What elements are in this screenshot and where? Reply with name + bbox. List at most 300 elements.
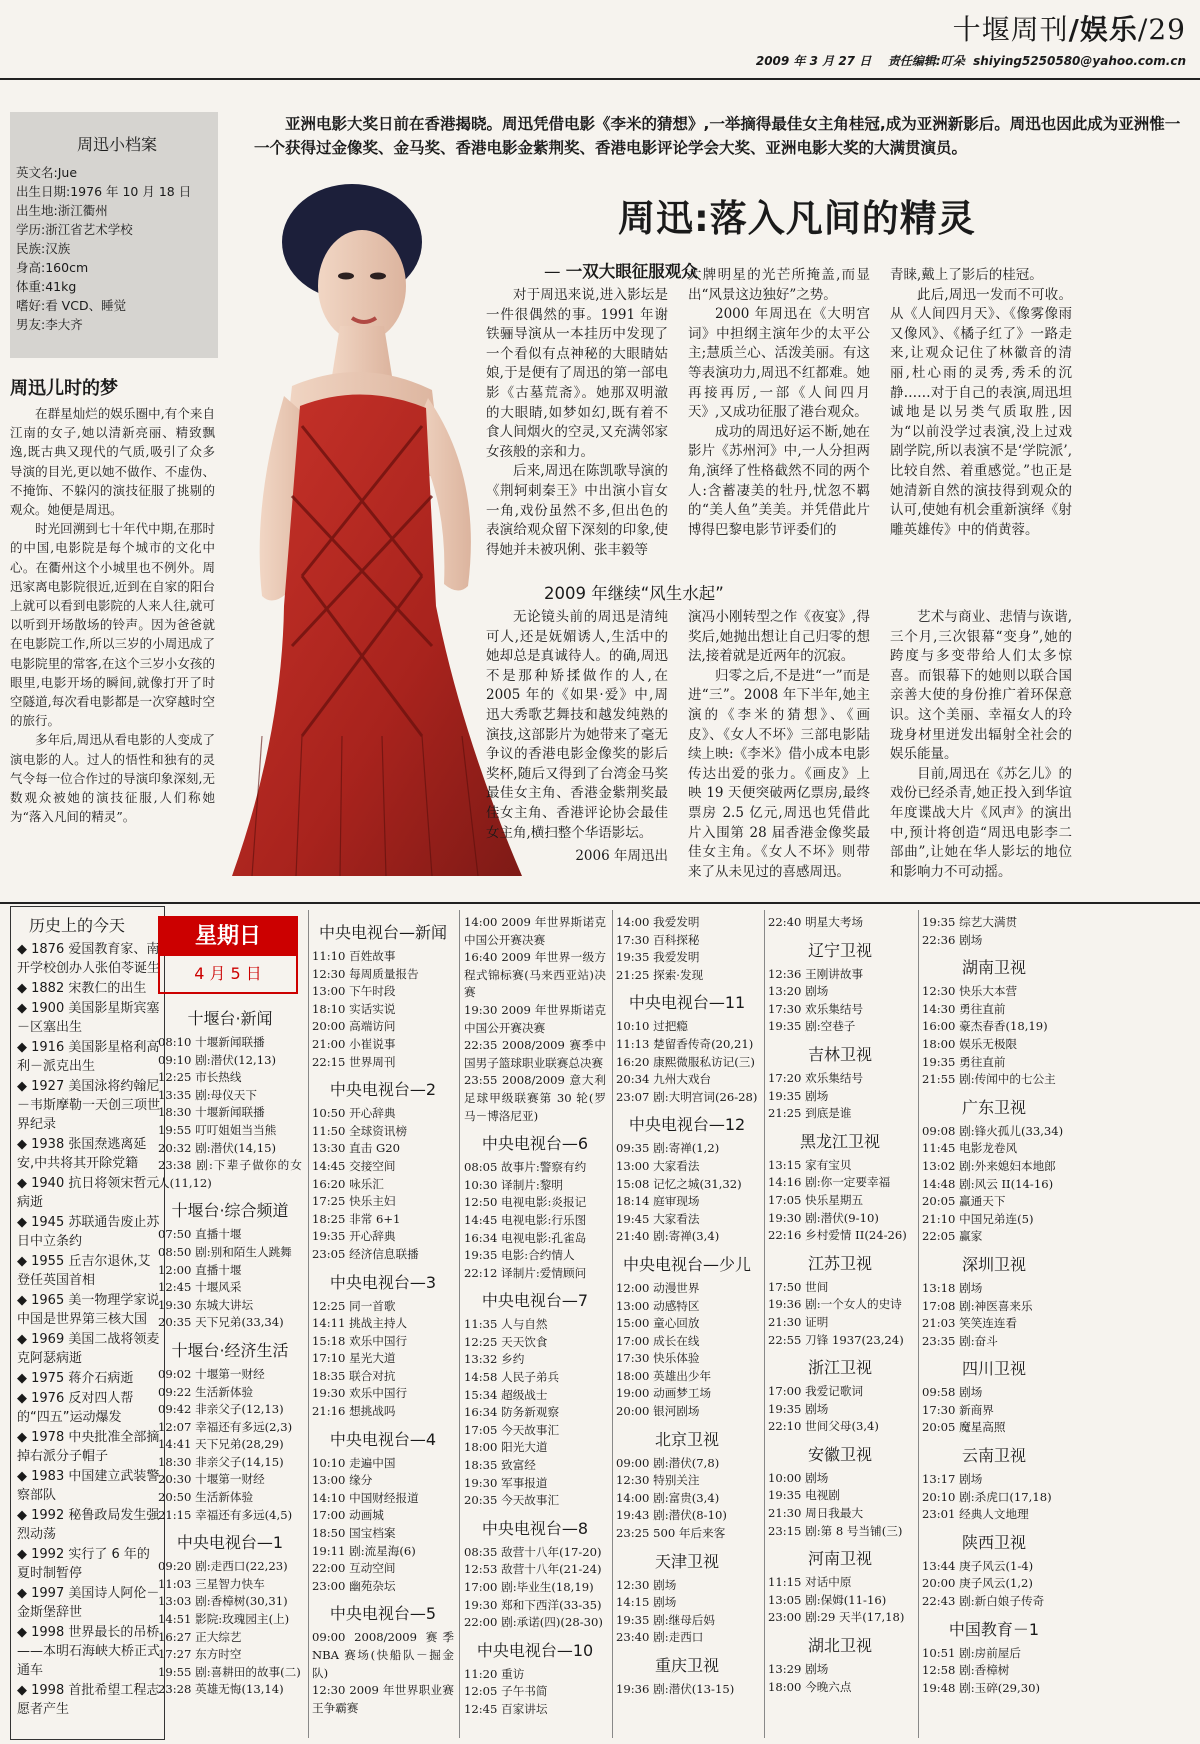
program-item: 17:05 今天故事汇 [464,1422,560,1437]
article-paragraph: 演冯小刚转型之作《夜宴》,得奖后,她抛出想让自己归零的想法,接着就是近两年的沉寂。 [688,609,870,665]
program-item: 19:35 我爱发明 [616,950,700,965]
program-item: 16:20 咏乐汇 [312,1176,384,1191]
program-item: 20:50 生活新体验 [158,1490,254,1505]
program-item: 21:16 想挑战吗 [312,1404,396,1419]
profile-row: 出生地:浙江衢州 [16,203,108,218]
program-item: 08:05 故事片:警察有约 [464,1160,587,1175]
dream-title: 周迅儿时的梦 [10,378,118,399]
program-item: 18:00 今晚六点 [768,1679,852,1694]
history-item [17,1252,160,1290]
program-item: 22:16 乡村爱情 II(24-26) [768,1228,907,1243]
program-item: 13:18 剧场 [922,1280,983,1295]
program-item: 23:07 剧:大明宫词(26-28) [616,1089,758,1104]
bullet-icon: ◆ [17,942,32,957]
program-item: 14:00 剧:富贵(3,4) [616,1490,720,1505]
program-item: 17:08 剧:神医喜来乐 [922,1298,1033,1313]
program-item: 13:32 乡约 [464,1352,525,1367]
program-item: 17:00 我爱记歌词 [768,1384,864,1399]
tv-divider [308,910,309,1738]
section1-column-1 [486,286,668,560]
program-item: 12:45 十堰风采 [158,1280,242,1295]
program-item: 18:30 非亲父子(14,15) [158,1454,284,1469]
program-item: 20:00 庚子风云(1,2) [922,1576,1033,1591]
program-item: 19:00 动画梦工场 [616,1386,712,1401]
channel-name: 中央电视台—11 [628,993,746,1013]
program-item: 08:35 敌营十八年(17-20) [464,1544,602,1559]
history-text: 1955 丘吉尔退休,艾登任英国首相 [17,1254,151,1288]
program-item: 19:36 剧:潜伏(13-15) [616,1682,735,1696]
program-item: 17:10 星光大道 [312,1351,396,1366]
bullet-icon: ◆ [17,1176,32,1191]
program-item: 19:11 剧:流星海(6) [312,1543,416,1558]
program-item: 10:10 过把瘾 [616,1019,688,1034]
program-item: 09:22 生活新体验 [158,1384,254,1399]
channel-name: 中央电视台—少儿 [622,1254,751,1274]
program-item: 12:07 幸福还有多远(2,3) [158,1419,293,1434]
program-item: 14:41 天下兄弟(28,29) [158,1437,284,1452]
history-item [17,1291,160,1329]
channel-name: 中央电视台—2 [329,1080,437,1100]
bullet-icon: ◆ [17,1001,32,1016]
history-item [17,1389,160,1427]
program-item: 12:00 动漫世界 [616,1280,700,1295]
tv-divider [918,910,919,1738]
program-item: 12:25 市长热线 [158,1070,242,1085]
program-item: 12:00 直播十堰 [158,1262,242,1277]
program-item: 22:00 互动空间 [312,1561,396,1576]
history-item [17,1623,160,1680]
program-item: 14:10 中国财经报道 [312,1490,419,1505]
program-item: 20:30 十堰第一财经 [158,1472,265,1487]
program-item: 20:32 剧:潜伏(14,15) [158,1140,277,1155]
program-item: 11:10 百姓故事 [312,949,396,963]
program-item: 14:15 剧场 [616,1595,677,1610]
history-item [17,1174,160,1212]
program-item: 22:40 明星大考场 [768,915,864,929]
history-text: 1976 反对四人帮的“四五”运动爆发 [17,1391,134,1425]
program-item: 13:17 剧场 [922,1472,983,1487]
program-item: 13:02 剧:外来媳妇本地郎 [922,1158,1056,1173]
program-item: 17:30 百科探秘 [616,932,700,947]
program-item: 14:16 剧:你一定要幸福 [768,1175,891,1190]
program-item: 20:34 九州大戏台 [616,1072,712,1087]
program-item: 18:50 国宝档案 [312,1526,396,1541]
program-item: 21:25 探索·发现 [616,967,704,982]
program-item: 19:35 剧场 [768,1088,829,1103]
program-item: 13:00 大家看法 [616,1158,700,1173]
program-item: 18:35 致富经 [464,1458,536,1473]
program-item: 18:00 阳光大道 [464,1440,548,1455]
program-item: 15:18 欢乐中国行 [312,1333,408,1348]
program-item: 19:30 剧:潜伏(9-10) [768,1210,879,1225]
dream-paragraph: 多年后,周迅从看电影的人变成了演电影的人。过人的悟性和独有的灵气令每一位合作过的导演印象深刻,无数观众被她的演技征服,人们称她为“落入凡间的精灵”。 [10,732,215,825]
program-item: 19:35 剧:继母后妈 [616,1612,715,1627]
program-item: 19:35 剧:空巷子 [768,1019,856,1034]
program-item: 23:15 剧:第 8 号当铺(三) [768,1523,903,1538]
channel-name: 湖北卫视 [807,1636,872,1656]
article-paragraph: 艺术与商业、悲情与诙谐,三个月,三次银幕“变身”,她的跨度与多变带给人们太多惊喜。而银幕下的她则以联合国亲善大使的身份推广着环保意识。这个美丽、幸福女人的玲珑身材里迸发出辐射全社会的娱乐能量。 [890,609,1072,763]
bullet-icon: ◆ [17,1254,32,1269]
history-item [17,1135,160,1173]
bullet-icon: ◆ [17,1215,32,1230]
program-item: 13:44 庚子风云(1-4) [922,1558,1034,1573]
dream-paragraph: 时光回溯到七十年代中期,在那时的中国,电影院是每个城市的文化中心。在衢州这个小城里也不例外。周迅家离电影院很近,近到在自家的阳台上就可以看到电影院的人来人往,就可以听到开场散场的铃声。因为爸爸就在电影院工作,所以三岁的小周迅成了电影院里的常客,在这个三岁小女孩的眼里,电影开场的瞬间,就像打开了时空隧道,每次看电影都是一次穿越时空的旅行。 [10,521,215,729]
program-item: 23:28 英雄无悔(13,14) [158,1682,284,1697]
history-title: 历史上的今天 [29,916,126,935]
channel-name: 中央电视台—12 [628,1115,746,1135]
tv-divider [612,910,613,1738]
program-item: 12:30 剧场 [616,1577,677,1592]
bullet-icon: ◆ [17,1683,32,1698]
program-item: 19:35 电影:合约情人 [464,1248,575,1263]
program-item: 09:08 剧:锋火孤儿(33,34) [922,1123,1064,1138]
masthead-info: 2009 年 3 月 27 日 责任编辑:叮朵 shiying5250580@yahoo.com.cn [755,54,1186,68]
dream-article [10,404,215,826]
program-item: 19:30 郑和下西洋(33-35) [464,1597,602,1612]
channel-name: 北京卫视 [654,1429,719,1449]
history-item [17,1584,160,1622]
profile-row: 民族:汉族 [16,241,71,256]
program-item: 19:35 综艺大满贯 [922,915,1018,929]
profile-box [10,112,218,358]
program-item: 18:35 联合对抗 [312,1368,396,1383]
tv-column-1 [158,910,302,1699]
program-item: 10:00 剧场 [768,1470,829,1485]
program-item: 17:00 动画城 [312,1508,384,1523]
program-item: 23:01 经典人文地理 [922,1507,1029,1522]
article-paragraph: 成功的周迅好运不断,她在影片《苏州河》中,一人分担两角,演绎了性格截然不同的两个人:含蓄凄美的牡丹,忧忽不羁的“美人鱼”美美。并凭借此片博得巴黎电影节评委们的 [688,423,870,538]
tv-column-3 [464,914,606,1719]
section1-column-2 [688,266,870,540]
program-item: 13:30 直击 G20 [312,1141,400,1156]
history-text: 1969 美国二战将领麦克阿瑟病逝 [17,1332,160,1366]
channel-name: 浙江卫视 [807,1358,872,1378]
tv-column-4 [616,914,758,1699]
program-item: 17:25 快乐主妇 [312,1194,396,1209]
bullet-icon: ◆ [17,1391,32,1406]
program-item: 15:00 童心回放 [616,1316,700,1331]
tv-column-5 [768,914,912,1696]
program-item: 12:30 特别关注 [616,1473,700,1488]
program-item: 19:36 剧:一个女人的史诗 [768,1297,902,1312]
channel-name: 中央电视台—7 [481,1291,589,1311]
bullet-icon: ◆ [17,981,32,996]
channel-name: 辽宁卫视 [807,940,872,960]
program-item: 17:00 成长在线 [616,1333,700,1348]
program-item: 16:27 正大综艺 [158,1629,242,1644]
channel-name: 中央电视台—1 [176,1533,284,1553]
history-list [17,940,160,1719]
channel-name: 中央电视台—8 [481,1518,589,1538]
program-item: 19:35 剧场 [768,1401,829,1416]
profile-row: 学历:浙江省艺术学校 [16,222,133,237]
tv-column-2 [312,914,454,1717]
program-item: 08:50 剧:别和陌生人跳舞 [158,1244,292,1259]
program-item: 14:00 我爱发明 [616,915,700,929]
channel-name: 陕西卫视 [961,1532,1026,1552]
history-item [17,940,160,978]
program-item: 12:25 天天饮食 [464,1334,548,1349]
profile-row: 体重:41kg [16,279,77,294]
article-paragraph: 后来,周迅在陈凯歌导演的《荆轲刺秦王》中出演小盲女一角,戏份虽然不多,但出色的表演给观众留下深刻的印象,使得她并未被巩俐、张丰毅等 [486,463,668,558]
channel-name: 中央电视台—10 [476,1640,594,1660]
program-item: 17:00 剧:毕业生(18,19) [464,1580,594,1594]
channel-name: 中央电视台—新闻 [318,923,447,942]
program-item: 21:25 到底是谁 [768,1106,852,1121]
program-item: 21:03 笑笑连连看 [922,1316,1018,1331]
program-item: 12:25 同一首歌 [312,1298,396,1313]
program-item: 21:00 小崔说事 [312,1036,396,1051]
program-item: 14:11 挑战主持人 [312,1316,408,1331]
program-item: 21:30 证明 [768,1314,829,1329]
section2-column-2 [688,608,870,882]
bullet-icon: ◆ [17,1332,32,1347]
history-text: 1965 美一物理学家说中国是世界第三核大国 [17,1293,160,1327]
program-item: 19:45 大家看法 [616,1211,700,1226]
program-item: 09:35 剧:寄禅(1,2) [616,1141,720,1156]
history-text: 1978 中央批准全部摘掉右派分子帽子 [17,1430,160,1464]
channel-name: 天津卫视 [654,1551,719,1571]
top-rule [0,78,1200,80]
program-item: 19:30 东城大讲坛 [158,1297,254,1312]
program-item: 14:48 剧:风云 II(14-16) [922,1176,1054,1191]
program-item: 09:00 2008/2009 赛季 NBA 赛场(快船队－掘金队) [312,1630,454,1680]
channel-name: 吉林卫视 [807,1044,872,1064]
bullet-icon: ◆ [17,1547,32,1562]
program-item: 13:15 家有宝贝 [768,1157,852,1172]
history-text: 1945 苏联通告废止苏日中立条约 [17,1215,160,1249]
program-item: 13:00 下午时段 [312,984,396,999]
channel-name: 河南卫视 [807,1549,872,1569]
program-item: 13:00 缘分 [312,1473,373,1488]
channel-name: 湖南卫视 [961,958,1026,978]
program-item: 22:43 剧:新白娘子传奇 [922,1594,1045,1609]
bullet-icon: ◆ [17,1293,32,1308]
dream-paragraph: 在群星灿烂的娱乐圈中,有个来自江南的女子,她以清新亮丽、精致飘逸,既古典又现代的气质,吸引了众多导演的目光,更以她不做作、不虚伪、不掩饰、不躲闪的演技征服了挑剔的观众。她便是周迅。 [10,406,215,518]
history-text: 1992 秘鲁政局发生强烈动荡 [17,1508,160,1542]
history-item [17,1213,160,1251]
tv-divider [764,910,765,1738]
program-item: 11:13 楚留香传奇(20,21) [616,1036,754,1051]
program-item: 11:45 电影龙卷风 [922,1141,1018,1156]
program-item: 20:05 魔星高照 [922,1420,1006,1435]
program-item: 12:58 剧:香樟树 [922,1663,1010,1678]
channel-name: 十堰台·新闻 [187,1009,273,1028]
date-label: 4 月 5 日 [194,964,262,983]
history-item [17,1077,160,1134]
bullet-icon: ◆ [17,1508,32,1523]
program-item: 19:55 剧:喜耕田的故事(二) [158,1664,301,1679]
program-item: 17:05 快乐星期五 [768,1192,864,1207]
program-item: 18:00 娱乐无极限 [922,1036,1018,1051]
program-item: 07:50 直播十堰 [158,1227,242,1242]
profile-row: 男友:李大齐 [16,317,83,332]
program-item: 09:10 剧:潜伏(12,13) [158,1052,277,1067]
program-item: 14:58 人民子弟兵 [464,1370,560,1385]
article-paragraph: 目前,周迅在《苏乞儿》的戏份已经杀青,她正投入到华谊年度谍战大片《风声》的演出中,预计将创造“周迅电影李二部曲”,让她在华人影坛的地位和影响力不可动摇。 [890,765,1072,880]
program-item: 23:00 剧:29 天半(17,18) [768,1610,905,1625]
history-text: 1975 蒋介石病逝 [31,1371,134,1386]
program-item: 22:00 剧:承诺(四)(28-30) [464,1615,603,1630]
program-item: 20:00 高端访问 [312,1019,396,1034]
program-item: 12:30 每周质量报告 [312,966,419,981]
history-item [17,1681,160,1719]
program-item: 17:50 世间 [768,1279,829,1294]
program-item: 14:00 2009 年世界斯诺克中国公开赛决赛 [464,915,606,947]
channel-name: 十堰台·经济生活 [171,1340,289,1360]
channel-name: 重庆卫视 [654,1656,719,1675]
program-item: 21:10 中国兄弟连(5) [922,1211,1034,1226]
bullet-icon: ◆ [17,1469,32,1484]
day-label: 星期日 [160,918,296,956]
bullet-icon: ◆ [17,1137,32,1152]
channel-name: 中央电视台—5 [329,1604,437,1624]
program-item: 09:58 剧场 [922,1385,983,1400]
program-item: 22:12 译制片:爱情顾问 [464,1265,587,1280]
channel-name: 广东卫视 [961,1097,1026,1117]
program-item: 22:35 2008/2009 赛季中国男子篮球职业联赛总决赛 [464,1038,606,1070]
history-text: 1998 首批希望工程志愿者产生 [17,1683,160,1717]
program-item: 17:30 欢乐集结号 [768,1001,864,1016]
program-item: 12:45 百家讲坛 [464,1701,548,1716]
program-item: 16:34 电视电影:孔雀岛 [464,1230,587,1245]
headline: 周迅:落入凡间的精灵 [618,197,976,240]
program-item: 18:14 庭审现场 [616,1194,700,1209]
history-text: 1997 美国诗人阿伦－金斯堡辞世 [17,1586,160,1620]
history-item [17,1467,160,1505]
history-text: 1983 中国建立武装警察部队 [17,1469,160,1503]
channel-name: 中央电视台—3 [329,1272,437,1292]
channel-name: 黑龙江卫视 [799,1131,880,1151]
program-item: 18:25 非常 6+1 [312,1211,401,1226]
profile-row: 出生日期:1976 年 10 月 18 日 [16,184,192,199]
program-item: 22:10 世间父母(3,4) [768,1419,879,1434]
program-item: 20:35 今天故事汇 [464,1493,560,1508]
program-item: 19:35 开心辞典 [312,1229,396,1244]
program-item: 16:40 2009 年世界一级方程式锦标赛(马来西亚站)决赛 [464,950,606,1000]
bullet-icon: ◆ [17,1586,32,1601]
program-item: 10:51 剧:房前屋后 [922,1645,1021,1660]
program-item: 11:20 重访 [464,1666,525,1681]
article-paragraph: 无论镜头前的周迅是清纯可人,还是妩媚诱人,生活中的她却总是真诚待人。的确,周迅不是那种矫揉做作的人,在 2005 年的《如果·爱》中,周迅大秀歌艺舞技和越发纯熟的演技,这部影片为她带来了毫无争议的香港电影金像奖的影后奖杯,随后又得到了台湾金马奖最佳女主角、香港金紫荆奖最佳女主角、香港评论协会最佳女主角,横扫整个华语影坛。 [486,609,668,841]
program-item: 12:53 敌营十八年(21-24) [464,1562,602,1577]
article-paragraph: 青睐,戴上了影后的桂冠。 [890,267,1043,283]
program-item: 08:10 十堰新闻联播 [158,1035,265,1049]
program-item: 18:00 英雄出少年 [616,1368,712,1383]
article-paragraph: 2006 年周迅出 [575,848,668,865]
program-item: 23:38 剧:下辈子做你的女人(11,12) [158,1158,302,1190]
program-item: 12:30 快乐大本营 [922,984,1018,999]
program-item: 22:55 刀锋 1937(23,24) [768,1332,904,1347]
subhead-1: — 一双大眼征服观众 [544,262,698,281]
program-item: 19:30 欢乐中国行 [312,1386,408,1401]
article-paragraph: 此后,周迅一发而不可收。从《人间四月天》、《像雾像雨又像风》、《橘子红了》一路走来,让观众记住了林徽音的清丽,杜心雨的灵秀,秀禾的沉静……对于自己的表演,周迅坦诚地是以另类气质取胜,因为“以前没学过表演,没上过戏剧学院,所以表演不是‘学院派’,比较自然、着重感觉。”也正是她清新自然的演技得到观众的认可,使她有机会重新演绎《射雕英雄传》中的俏黄蓉。 [890,286,1072,538]
bullet-icon: ◆ [17,1371,32,1386]
history-item [17,999,160,1037]
program-item: 18:10 实话实说 [312,1001,396,1016]
history-box [10,906,165,1740]
program-item: 13:00 动感特区 [616,1298,700,1313]
program-item: 17:27 东方时空 [158,1647,242,1662]
bullet-icon: ◆ [17,1625,32,1640]
program-item: 13:20 剧场 [768,984,829,999]
history-text: 1992 实行了 6 年的夏时制暂停 [17,1547,150,1581]
program-item: 23:40 剧:走西口 [616,1630,704,1645]
bullet-icon: ◆ [17,1079,32,1094]
program-item: 17:30 快乐体验 [616,1351,700,1366]
program-item: 09:42 非亲父子(12,13) [158,1402,284,1417]
middle-rule [0,902,1200,904]
article-paragraph: 大牌明星的光芒所掩盖,而显出“风景这边独好”之势。 [688,267,870,303]
program-item: 15:08 记忆之城(31,32) [616,1176,742,1191]
program-item: 23:05 经济信息联播 [312,1246,419,1261]
program-item: 10:30 译制片:黎明 [464,1177,563,1192]
program-item: 21:15 幸福还有多远(4,5) [158,1507,293,1522]
program-item: 17:30 新商界 [922,1402,994,1417]
history-item [17,1038,160,1076]
program-item: 09:02 十堰第一财经 [158,1366,265,1381]
article-paragraph: 对于周迅来说,进入影坛是一件很偶然的事。1991 年谢铁骊导演从一本挂历中发现了一个看似有点神秘的大眼睛姑娘,于是便有了周迅的第一部电影《古墓荒斋》。她那双明澈的大眼睛,如梦如幻,既有着不食人间烟火的空灵,又充满邻家女孩般的亲和力。 [486,287,668,460]
program-item: 21:40 剧:寄禅(3,4) [616,1229,720,1244]
program-item: 13:35 剧:母仪天下 [158,1087,257,1102]
channel-name: 四川卫视 [961,1359,1026,1379]
program-item: 16:00 豪杰春香(18,19) [922,1019,1048,1034]
program-item: 14:30 勇往直前 [922,1001,1006,1016]
program-item: 19:43 剧:潜伏(8-10) [616,1508,727,1523]
program-item: 11:15 对话中原 [768,1575,852,1590]
program-item: 20:10 剧:杀虎口(17,18) [922,1489,1052,1504]
program-item: 09:20 剧:走西口(22,23) [158,1559,288,1574]
profile-row: 嗜好:看 VCD、睡觉 [16,298,127,313]
history-item [17,1428,160,1466]
program-item: 20:00 银河剧场 [616,1404,700,1419]
bullet-icon: ◆ [17,1040,32,1055]
program-item: 11:50 全球资讯榜 [312,1123,408,1138]
program-item: 23:00 幽苑杂坛 [312,1578,396,1593]
subhead-2: 2009 年继续“风生水起” [544,584,724,603]
history-text: 1998 世界最长的吊桥——本明石海峡大桥正式通车 [17,1625,161,1678]
program-item: 11:03 三星智力快车 [158,1576,265,1591]
masthead-brand: 十堰周刊/娱乐/29 [952,13,1186,46]
program-item: 14:45 电视电影:行乐图 [464,1212,587,1227]
program-item: 19:35 电视剧 [768,1488,840,1503]
program-item: 13:03 剧:香樟树(30,31) [158,1594,288,1609]
history-text: 1938 张国焘逃离延安,中共将其开除党籍 [17,1137,147,1171]
history-text: 1882 宋教仁的出生 [31,981,147,996]
article-paragraph: 2000 年周迅在《大明宫词》中担纲主演年少的太平公主;慧质兰心、活泼美丽。有这等表演功力,周迅不红都难。她再接再厉,一部《人间四月天》,又成功征服了港台观众。 [688,306,870,421]
program-item: 10:50 开心辞典 [312,1106,396,1121]
program-item: 11:35 人与自然 [464,1317,548,1332]
program-item: 19:35 勇往直前 [922,1054,1006,1069]
program-item: 16:34 防务新观察 [464,1405,560,1420]
bullet-icon: ◆ [17,1430,32,1445]
history-item [17,1506,160,1544]
program-item: 19:30 2009 年世界斯诺克中国公开赛决赛 [464,1002,606,1035]
history-text: 1940 抗日将领宋哲元病逝 [17,1176,160,1210]
article-paragraph: 归零之后,不是进“一”而是进“三”。2008 年下半年,她主演的《李米的猜想》、《画皮》、《女人不坏》三部电影陆续上映:《李米》借小成本电影传达出爱的张力。《画皮》上映 19 天便突破两亿票房,最终票房 2.5 亿元,周迅也凭借此片入围第 28 届香港金像奖最佳女主角。《女人不坏》则带来了从未见过的喜感周迅。 [688,667,870,880]
channel-name: 中央电视台—6 [481,1134,589,1154]
program-item: 18:30 十堰新闻联播 [158,1105,265,1120]
channel-name: 中国教育－1 [948,1619,1040,1639]
program-item: 12:30 2009 年世界职业赛王争霸赛 [312,1683,454,1715]
program-item: 22:15 世界周刊 [312,1054,396,1069]
program-item: 12:05 子午书简 [464,1684,548,1699]
tv-divider [459,910,460,1738]
channel-name: 中央电视台—4 [329,1429,437,1449]
program-item: 19:55 叮叮姐姐当当熊 [158,1122,277,1137]
section2-column-1 [486,608,668,867]
history-text: 1900 美国影星斯宾塞－区塞出生 [17,1001,160,1035]
